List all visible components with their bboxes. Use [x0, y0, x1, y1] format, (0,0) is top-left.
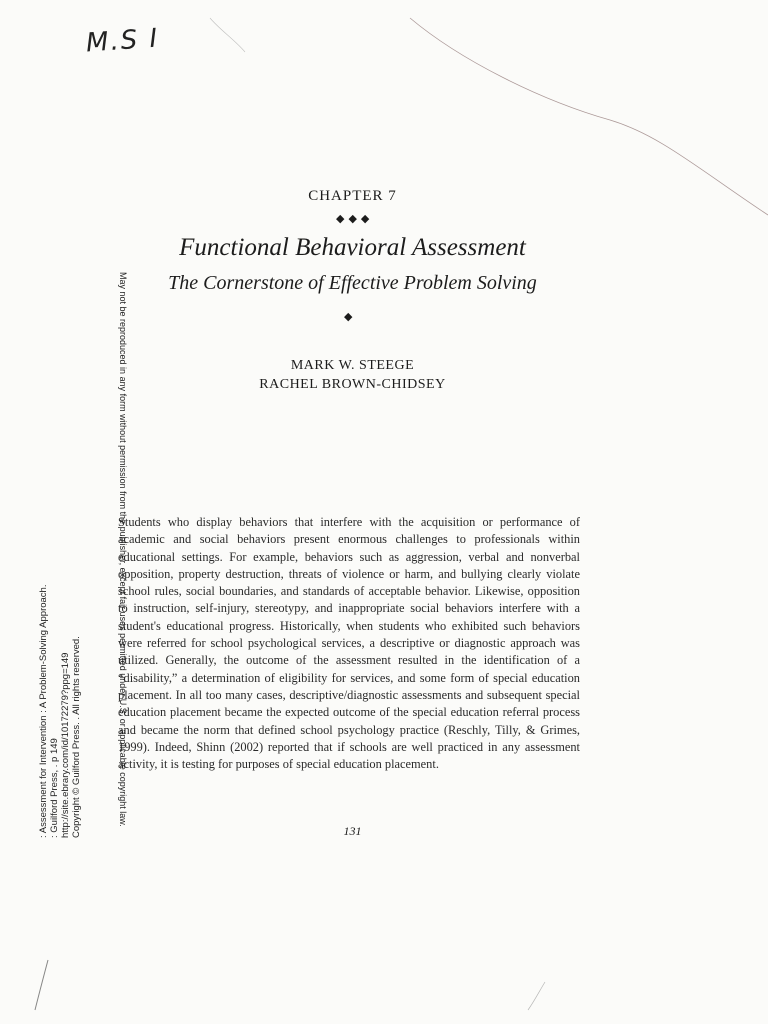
page-number: 131 [343, 824, 362, 838]
author-name: RACHEL BROWN-CHIDSEY [259, 377, 446, 392]
citation-line: : Assessment for Intervention : A Problem-Solving Approach. [38, 584, 49, 838]
chapter-label: CHAPTER 7 [308, 188, 397, 204]
body-paragraph: Students who display behaviors that interfere with the acquisition or performance of academic and social behaviors present enormous challenges to professionals within educational settings. For example, behaviors such as aggression, verbal and nonverbal opposition, property destruction, threats of violence or harm, and bullying clearly violate school rules, social boundaries, and standards of acceptable behavior. Likewise, opposition to instruction, self-injury, stereotypy, and inappropriate social behaviors interfere with a student's educational progress. Historically, when students who exhibited such behaviors were referred for school psychological services, a descriptive or diagnostic approach was utilized. Generally, the outcome of the assessment resulted in the identification of a “disability,” a determination of eligibility for services, and some form of special education placement. In all too many cases, descriptive/diagnostic assessments and subsequent special education placement became the expected outcome of the special education referral process and became the norm that defined school psychology practice (Reschly, Tilly, & Grimes, 1999). Indeed, Shinn (2002) reported that if schools are well practiced in any assessment activity, it is testing for purposes of special education placement. [118, 515, 580, 772]
chapter-title: Functional Behavioral Assessment [179, 234, 526, 261]
handwritten-note: M.S I [85, 23, 161, 59]
citation-line: : Guilford Press, . p 149 [49, 738, 60, 838]
ornament-diamond: ◆ [344, 310, 357, 323]
ornament-diamonds: ◆◆◆ [336, 212, 374, 225]
chapter-subtitle: The Cornerstone of Effective Problem Solving [168, 272, 537, 294]
citation-line: Copyright © Guilford Press. . All rights reserved. [71, 636, 82, 838]
copyright-notice-vertical: May not be reproduced in any form without permission from the publisher, except fair uses permitted under U.S. or applicable copyright law. [118, 272, 128, 827]
author-list [0, 356, 705, 394]
citation-block-vertical [38, 585, 82, 838]
citation-line: http://site.ebrary.com/id/10172279?ppg=149 [60, 652, 71, 838]
author-name: MARK W. STEEGE [290, 358, 415, 373]
